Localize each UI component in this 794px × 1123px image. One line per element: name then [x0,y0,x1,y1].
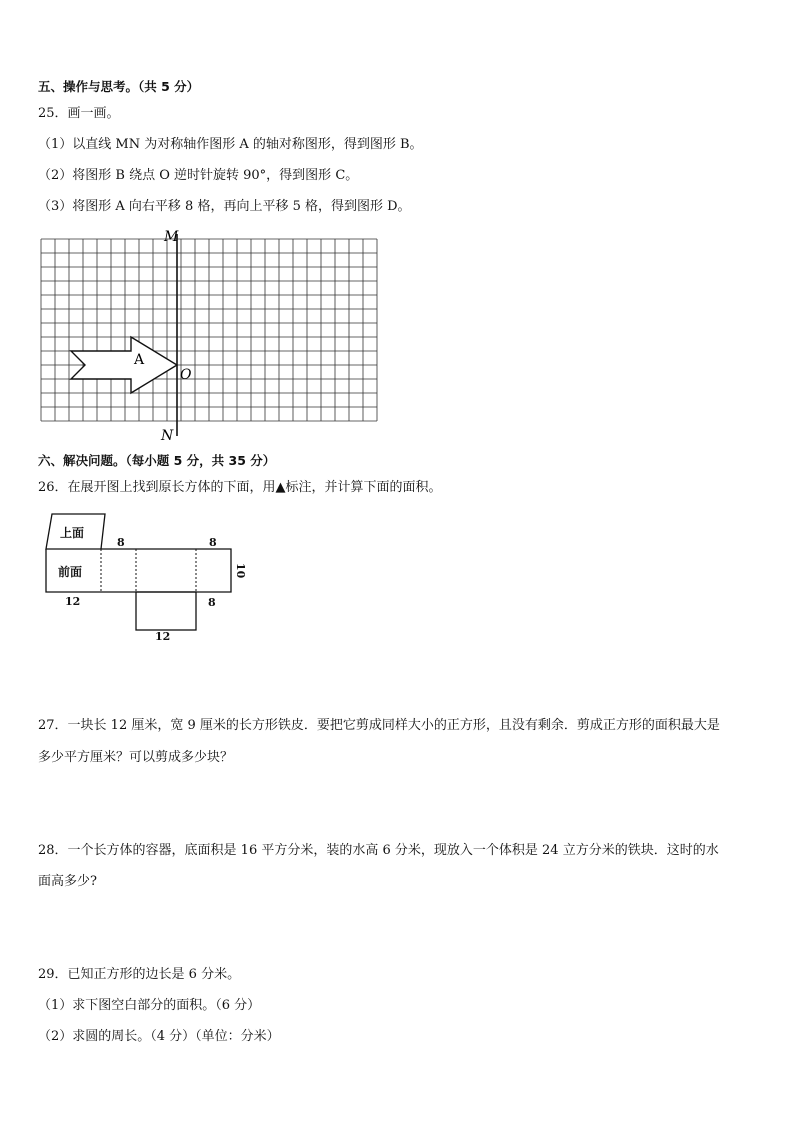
net-top-label: 上面 [60,526,85,540]
dim-8-b: 8 [209,536,217,549]
net-bottom-face [136,592,196,630]
section-5-heading: 五、操作与思考。（共 5 分） [38,79,200,94]
question-27-line-2: 多少平方厘米？可以剪成多少块？ [38,750,234,765]
label-m: M [164,229,179,245]
question-25-item-2: （2）将图形 B 绕点 O 逆时针旋转 90°，得到图形 C。 [38,168,359,183]
dim-10: 10 [234,563,247,579]
dim-8-c: 8 [208,596,216,609]
question-27-line-1: 27．一块长 12 厘米，宽 9 厘米的长方形铁皮．要把它剪成同样大小的正方形，且没有剩余．剪成正方形的面积最大是 [38,718,720,733]
figure-a-arrow [71,337,177,393]
label-o: O [180,367,192,383]
question-26-title: 26．在展开图上找到原长方体的下面，用▲标注，并计算下面的面积。 [38,480,442,495]
dim-8-a: 8 [117,536,125,549]
grid-lines [41,239,377,421]
symmetry-grid-figure [30,224,390,446]
dim-12-a: 12 [65,595,81,608]
question-28-line-1: 28．一个长方体的容器，底面积是 16 平方分米，装的水高 6 分米，现放入一个体积是 24 立方分米的铁块．这时的水 [38,843,719,858]
question-25-item-1: （1）以直线 MN 为对称轴作图形 A 的轴对称图形，得到图形 B。 [38,137,423,152]
question-29-title: 29．已知正方形的边长是 6 分米。 [38,967,241,982]
section-6-heading: 六、解决问题。（每小题 5 分，共 35 分） [38,453,276,468]
question-29-item-2: （2）求圆的周长。（4 分）（单位：分米） [38,1029,280,1044]
question-28-line-2: 面高多少? [38,874,97,889]
label-a: A [134,352,145,368]
cuboid-net-figure [38,506,258,646]
question-25-title: 25．画一画。 [38,106,120,121]
net-front-label: 前面 [58,565,83,579]
label-n: N [161,428,174,444]
dim-12-b: 12 [155,630,171,643]
question-29-item-1: （1）求下图空白部分的面积。（6 分） [38,998,261,1013]
question-25-item-3: （3）将图形 A 向右平移 8 格，再向上平移 5 格，得到图形 D。 [38,199,411,214]
